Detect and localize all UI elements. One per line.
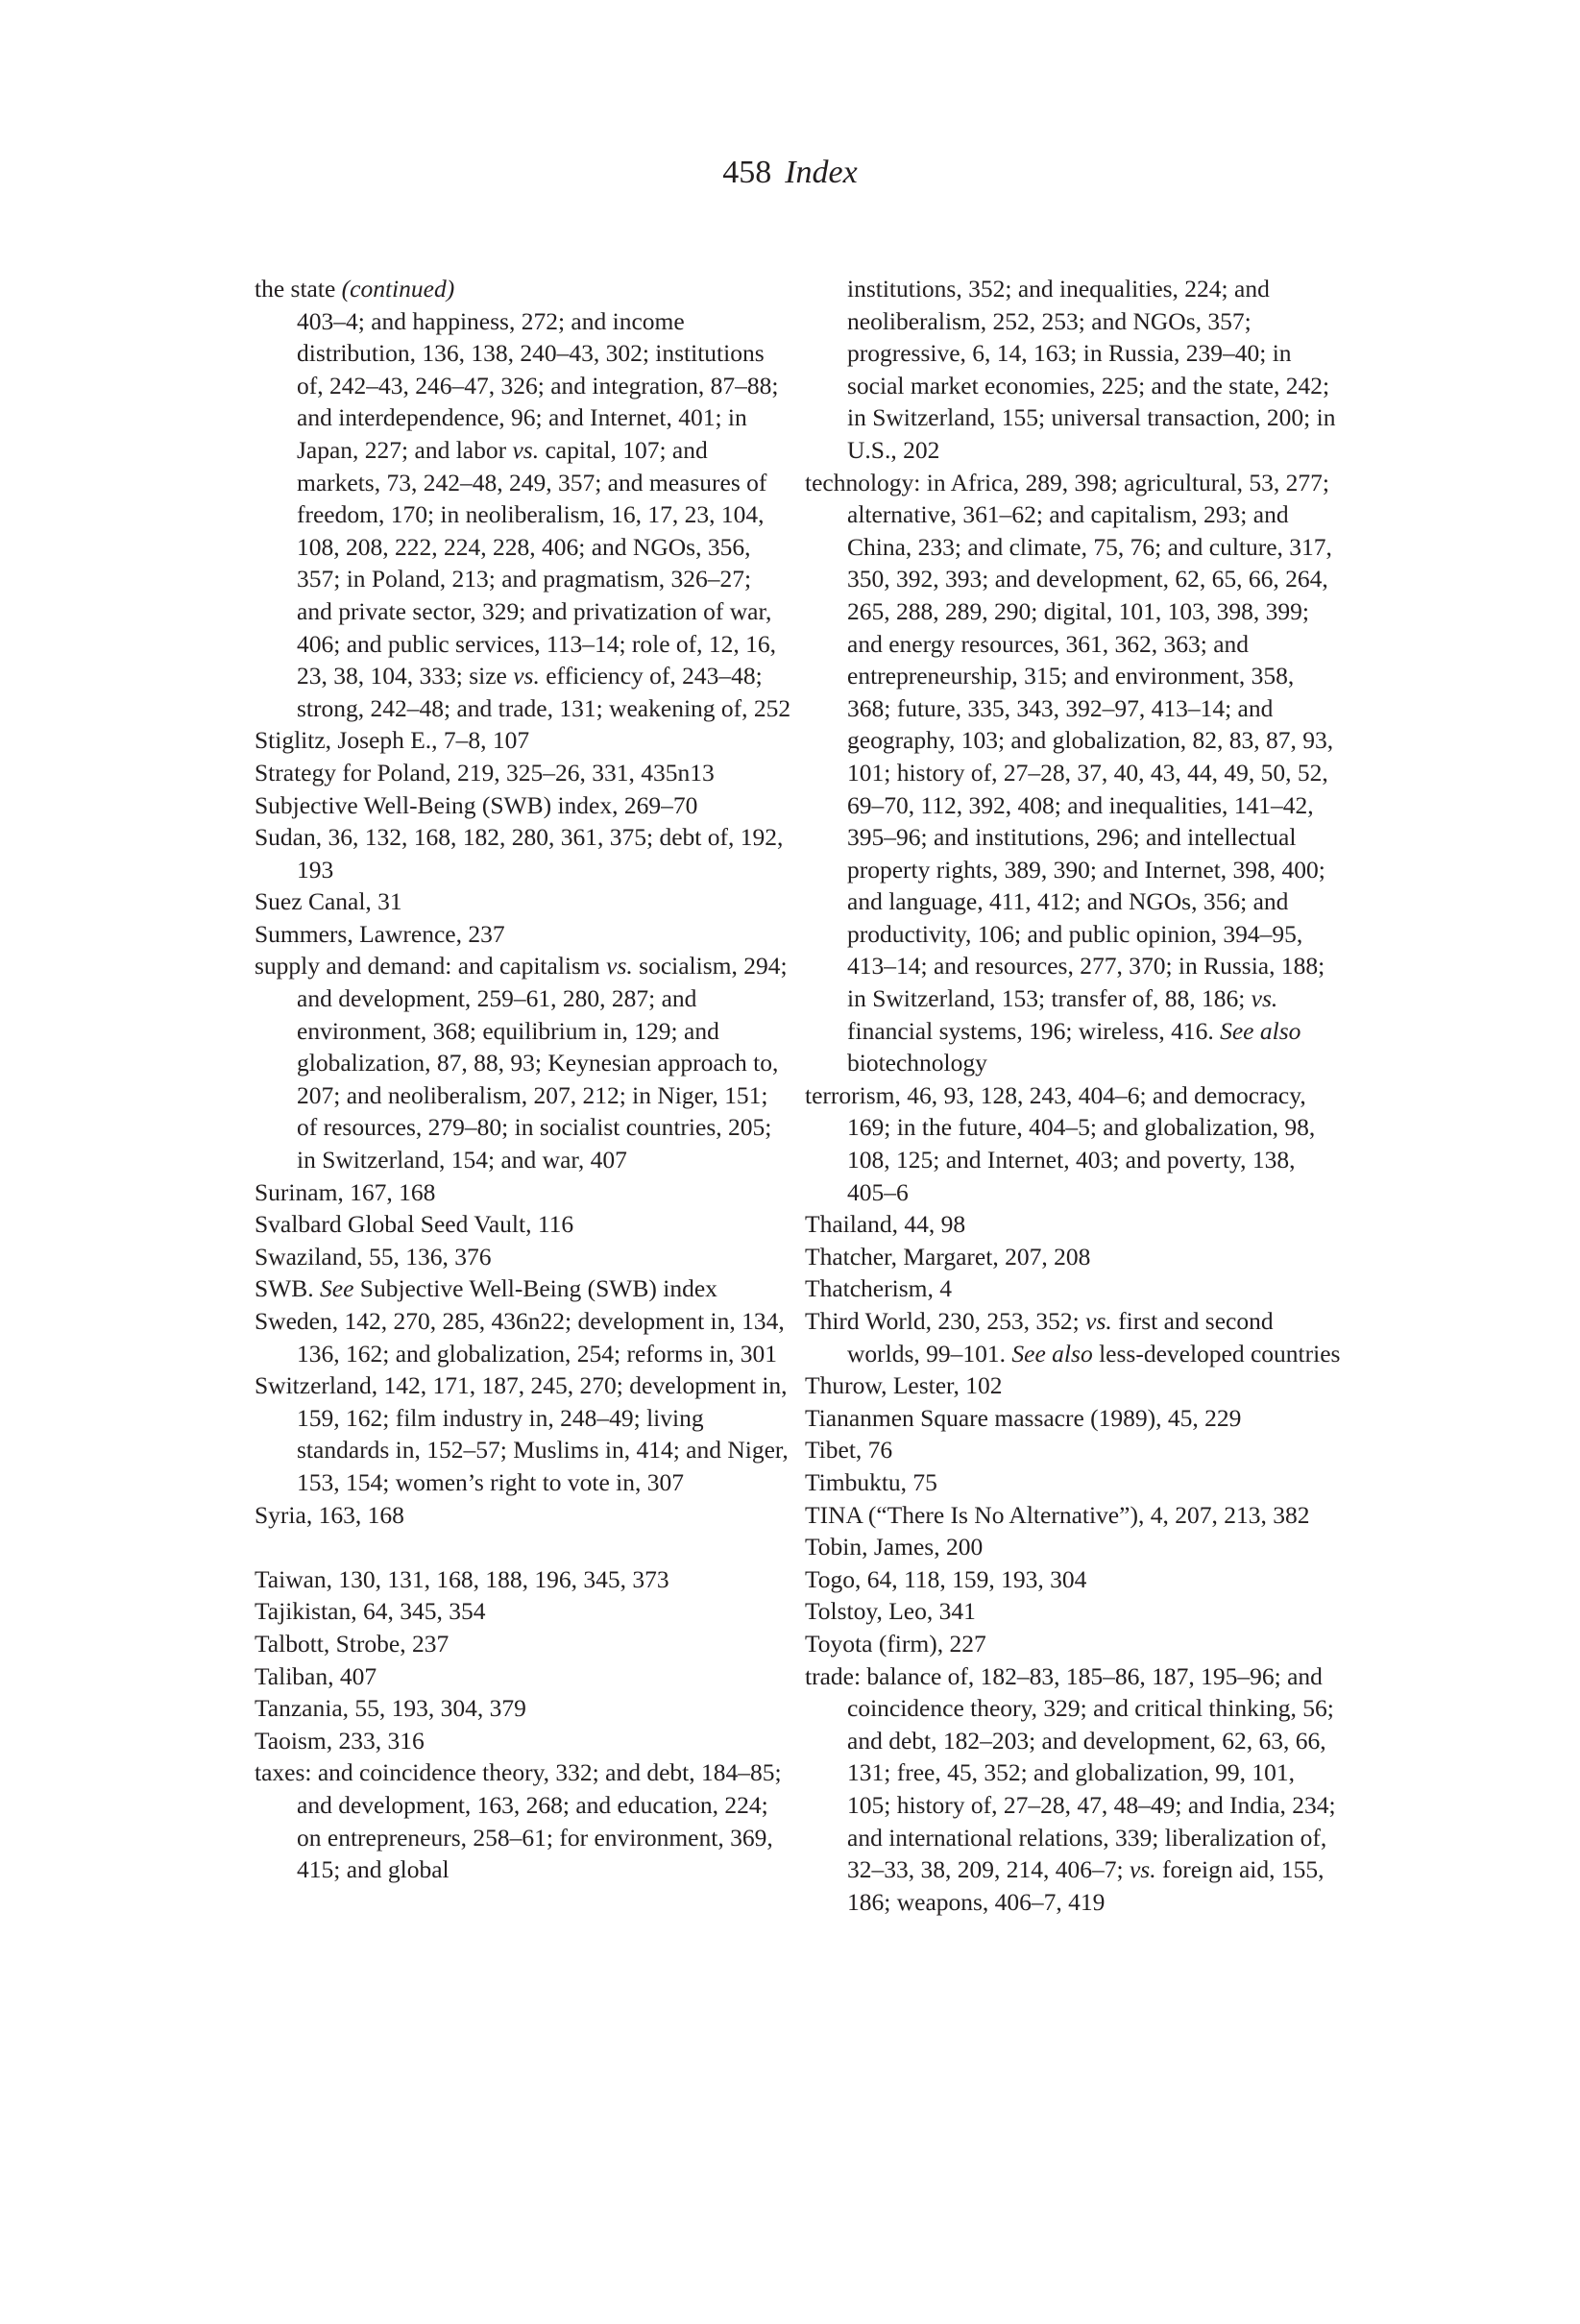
- index-entry: Surinam, 167, 168: [255, 1177, 436, 1206]
- index-entry: terrorism, 46, 93, 128, 243, 404–6; and democracy, 169; in the future, 404–5; and globalization, 98, 108, 125; and Internet, 403; and poverty, 138, 405–6: [805, 1080, 1316, 1206]
- index-entry-continued-text: institutions, 352; and inequalities, 224; and neoliberalism, 252, 253; and NGOs, 357; progressive, 6, 14, 163; in Russia, 239–40; in social market economies, 225; and the state, 242; in Switzerland, 155; universal transaction, 200; in U.S., 202: [847, 275, 1336, 464]
- running-head-title: Index: [785, 155, 858, 190]
- index-entry: Switzerland, 142, 171, 187, 245, 270; development in, 159, 162; film industry in, 248–49; living standards in, 152–57; Muslims in, 414; and Niger, 153, 154; women’s right to vote in, 307: [255, 1371, 789, 1496]
- index-entry: Thailand, 44, 98: [805, 1210, 966, 1239]
- index-entry: Tanzania, 55, 193, 304, 379: [255, 1694, 526, 1723]
- index-entry-continued-text: 403–4; and happiness, 272; and income distribution, 136, 138, 240–43, 302; institutions of, 242–43, 246–47, 326; and integration, 87–88; and interdependence, 96; and Internet, 401; in Japan, 227; and labor vs. capital, 107; and markets, 73, 242–48, 249, 357; and measures of freedom, 170; in neoliberalism, 16, 17, 23, 104, 108, 208, 222, 224, 228, 406; and NGOs, 356, 357; in Poland, 213; and pragmatism, 326–27; and private sector, 329; and privatization of war, 406; and public services, 113–14; role of, 12, 16, 23, 38, 104, 333; size vs. efficiency of, 243–48; strong, 242–48; and trade, 131; weakening of, 252: [297, 306, 791, 722]
- index-entry: Third World, 230, 253, 352; vs. first and second worlds, 99–101. See also less-developed countries: [805, 1307, 1341, 1368]
- index-column-left: [255, 273, 792, 1886]
- entry-head: the state: [255, 275, 336, 303]
- index-entry: Thurow, Lester, 102: [805, 1371, 1003, 1400]
- index-entry: Sudan, 36, 132, 168, 182, 280, 361, 375; debt of, 192, 193: [255, 823, 784, 884]
- index-column-right: [805, 273, 1343, 1918]
- index-entry: Tibet, 76: [805, 1436, 893, 1465]
- index-entry: TINA (“There Is No Alternative”), 4, 207, 213, 382: [805, 1500, 1310, 1529]
- index-entry: taxes: and coincidence theory, 332; and debt, 184–85; and development, 163, 268; and education, 224; on entrepreneurs, 258–61; for environment, 369, 415; and global: [255, 1758, 782, 1884]
- index-entry: Tajikistan, 64, 345, 354: [255, 1597, 486, 1626]
- index-entry: supply and demand: and capitalism vs. socialism, 294; and development, 259–61, 280, 287; and environment, 368; equilibrium in, 129; and globalization, 87, 88, 93; Keynesian approach to, 207; and neoliberalism, 207, 212; in Niger, 151; of resources, 279–80; in socialist countries, 205; in Switzerland, 154; and war, 407: [255, 952, 788, 1174]
- index-entry: Strategy for Poland, 219, 325–26, 331, 435n13: [255, 758, 715, 787]
- index-entry: Talbott, Strobe, 237: [255, 1629, 450, 1658]
- index-entry: Sweden, 142, 270, 285, 436n22; development in, 134, 136, 162; and globalization, 254; reforms in, 301: [255, 1307, 785, 1368]
- index-entry: SWB. See Subjective Well-Being (SWB) index: [255, 1274, 717, 1303]
- index-entry: Subjective Well-Being (SWB) index, 269–70: [255, 790, 698, 819]
- index-entry: technology: in Africa, 289, 398; agricultural, 53, 277; alternative, 361–62; and capitalism, 293; and China, 233; and climate, 75, 76; and culture, 317, 350, 392, 393; and development, 62, 65, 66, 264, 265, 288, 289, 290; digital, 101, 103, 398, 399; and energy resources, 361, 362, 363; and entrepreneurship, 315; and environment, 358, 368; future, 335, 343, 392–97, 413–14; and geography, 103; and globalization, 82, 83, 87, 93, 101; history of, 27–28, 37, 40, 43, 44, 49, 50, 52, 69–70, 112, 392, 408; and inequalities, 141–42, 395–96; and institutions, 296; and intellectual property rights, 389, 390; and Internet, 398, 400; and language, 411, 412; and NGOs, 356; and productivity, 106; and public opinion, 394–95, 413–14; and resources, 277, 370; in Russia, 188; in Switzerland, 153; transfer of, 88, 186; vs. financial systems, 196; wireless, 416. See also biotechnology: [805, 468, 1334, 1077]
- index-entry: Syria, 163, 168: [255, 1500, 404, 1529]
- index-entry: Svalbard Global Seed Vault, 116: [255, 1210, 574, 1239]
- letter-section-gap: [255, 1531, 792, 1563]
- index-entry: Suez Canal, 31: [255, 887, 402, 916]
- index-entry-continued: [255, 273, 792, 305]
- index-entry: Taliban, 407: [255, 1661, 377, 1690]
- index-entry: Tobin, James, 200: [805, 1533, 984, 1561]
- index-entry: Thatcherism, 4: [805, 1274, 952, 1303]
- index-entry: Swaziland, 55, 136, 376: [255, 1242, 492, 1271]
- index-entry: Timbuktu, 75: [805, 1467, 937, 1496]
- page-header: [0, 154, 1580, 192]
- index-entry: Togo, 64, 118, 159, 193, 304: [805, 1564, 1087, 1593]
- index-entry: Tolstoy, Leo, 341: [805, 1597, 976, 1626]
- index-entry: Tiananmen Square massacre (1989), 45, 229: [805, 1403, 1242, 1432]
- page-number: 458: [722, 155, 772, 190]
- index-entry: Summers, Lawrence, 237: [255, 919, 505, 948]
- index-entry: Taiwan, 130, 131, 168, 188, 196, 345, 373: [255, 1564, 669, 1593]
- index-entry: trade: balance of, 182–83, 185–86, 187, 195–96; and coincidence theory, 329; and critical thinking, 56; and debt, 182–203; and development, 62, 63, 66, 131; free, 45, 352; and globalization, 99, 101, 105; history of, 27–28, 47, 48–49; and India, 234; and international relations, 339; liberalization of, 32–33, 38, 209, 214, 406–7; vs. foreign aid, 155, 186; weapons, 406–7, 419: [805, 1661, 1336, 1916]
- index-entry: Taoism, 233, 316: [255, 1726, 425, 1755]
- index-entry: Toyota (firm), 227: [805, 1629, 986, 1658]
- index-entry: Stiglitz, Joseph E., 7–8, 107: [255, 726, 530, 755]
- index-entry: Thatcher, Margaret, 207, 208: [805, 1242, 1091, 1271]
- continued-label: (continued): [341, 275, 455, 303]
